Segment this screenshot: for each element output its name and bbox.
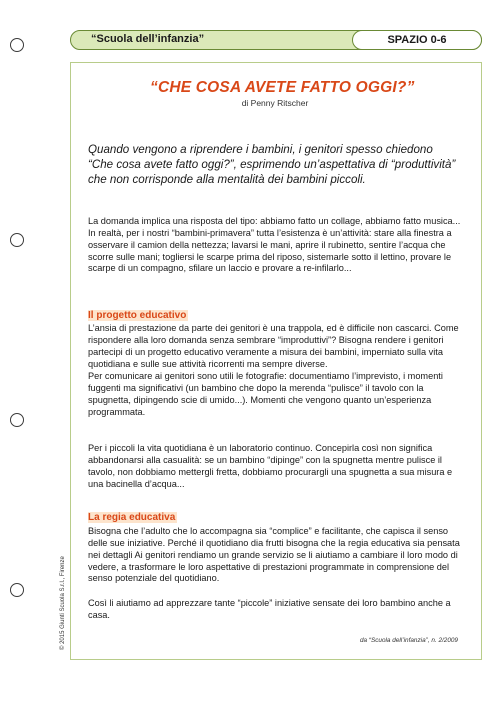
section-heading-text: Il progetto educativo xyxy=(88,310,187,321)
binder-hole xyxy=(10,413,24,427)
binder-hole xyxy=(10,233,24,247)
body-paragraph: L’ansia di prestazione da parte dei genitori è una trappola, ed è difficile non cascarci. Come rispondere alla loro domanda senza sembrare “improduttivi”? Bisogna rendere i genitori partecipi di un progetto educativo veramente a misura dei bambini, imperniato sulla vita quotidiana e sulle sue attività ricorrenti ma sempre diverse. xyxy=(88,323,459,369)
source-credit: da “Scuola dell’infanzia”, n. 2/2009 xyxy=(359,637,458,644)
section-label: “Scuola dell’infanzia” xyxy=(91,33,205,45)
section-heading-text: La regia educativa xyxy=(88,512,176,523)
body-paragraph: Così li aiutiamo ad apprezzare tante “piccole” iniziative sensate dei loro bambino anche a casa. xyxy=(88,598,451,620)
author-line: di Penny Ritscher xyxy=(241,98,309,108)
body-paragraph: Per i piccoli la vita quotidiana è un laboratorio continuo. Concepirla così non significa abbandonarsi alla casualità: se un bambino “dipinge” con la spugnetta mentre pulisce il tavolo, non dobbiamo mettergli fretta, dobbiamo procurargli una spugnetta a sua misura e una bacinella d’acqua... xyxy=(88,443,453,489)
page-title: “CHE COSA AVETE FATTO OGGI?” xyxy=(150,79,415,96)
body-paragraph: La domanda implica una risposta del tipo: abbiamo fatto un collage, abbiamo fatto musica... In realtà, per i nostri “bambini-primavera” tutta l’esistenza è un’attività: stare alla finestra a osservare il camion della nettezza; lavarsi le mani, aprire il rubinetto, sentire l’acqua che scorre sulle mani; togliersi le scarpe prima del riposo, sistemarle sotto il lettino, provare le scarpe di un compagno, sfilare un laccio e provare a re-infilarlo... xyxy=(88,216,461,274)
binder-hole xyxy=(10,583,24,597)
space-label: SPAZIO 0-6 xyxy=(352,30,482,50)
header-bar xyxy=(70,30,482,50)
section-heading xyxy=(88,512,177,523)
binder-hole xyxy=(10,38,24,52)
copyright-notice: © 2015 Giunti Scuola S.r.l., Firenze xyxy=(60,556,66,650)
body-paragraph: Per comunicare ai genitori sono utili le fotografie: documentiamo l’imprevisto, i momenti fuggenti ma significativi (un bambino che dopo la merenda “pulisce” il tavolo con la spugnetta, dipingendo scie di umido...). Momenti che vengono quanto un’esperienza programmata. xyxy=(88,371,443,417)
section-heading xyxy=(88,310,188,321)
intro-paragraph: Quando vengono a riprendere i bambini, i genitori spesso chiedono “Che cosa avete fatto oggi?”, esprimendo un’aspettativa di “produttività” che non corrisponde alla mentalità dei bambini piccoli. xyxy=(88,143,456,186)
body-paragraph: Bisogna che l’adulto che lo accompagna sia “complice” e facilitante, che capisca il senso delle sue iniziative. Perché il quotidiano dia frutti bisogna che la regia educativa sia pensata nei dettagli Ai genitori rendiamo un grande servizio se li aiutiamo a cambiare il loro modo di vedere, a trasformare le loro aspettative di prestazioni programmate in comprensione del senso potenziale del quotidiano. xyxy=(88,526,460,584)
